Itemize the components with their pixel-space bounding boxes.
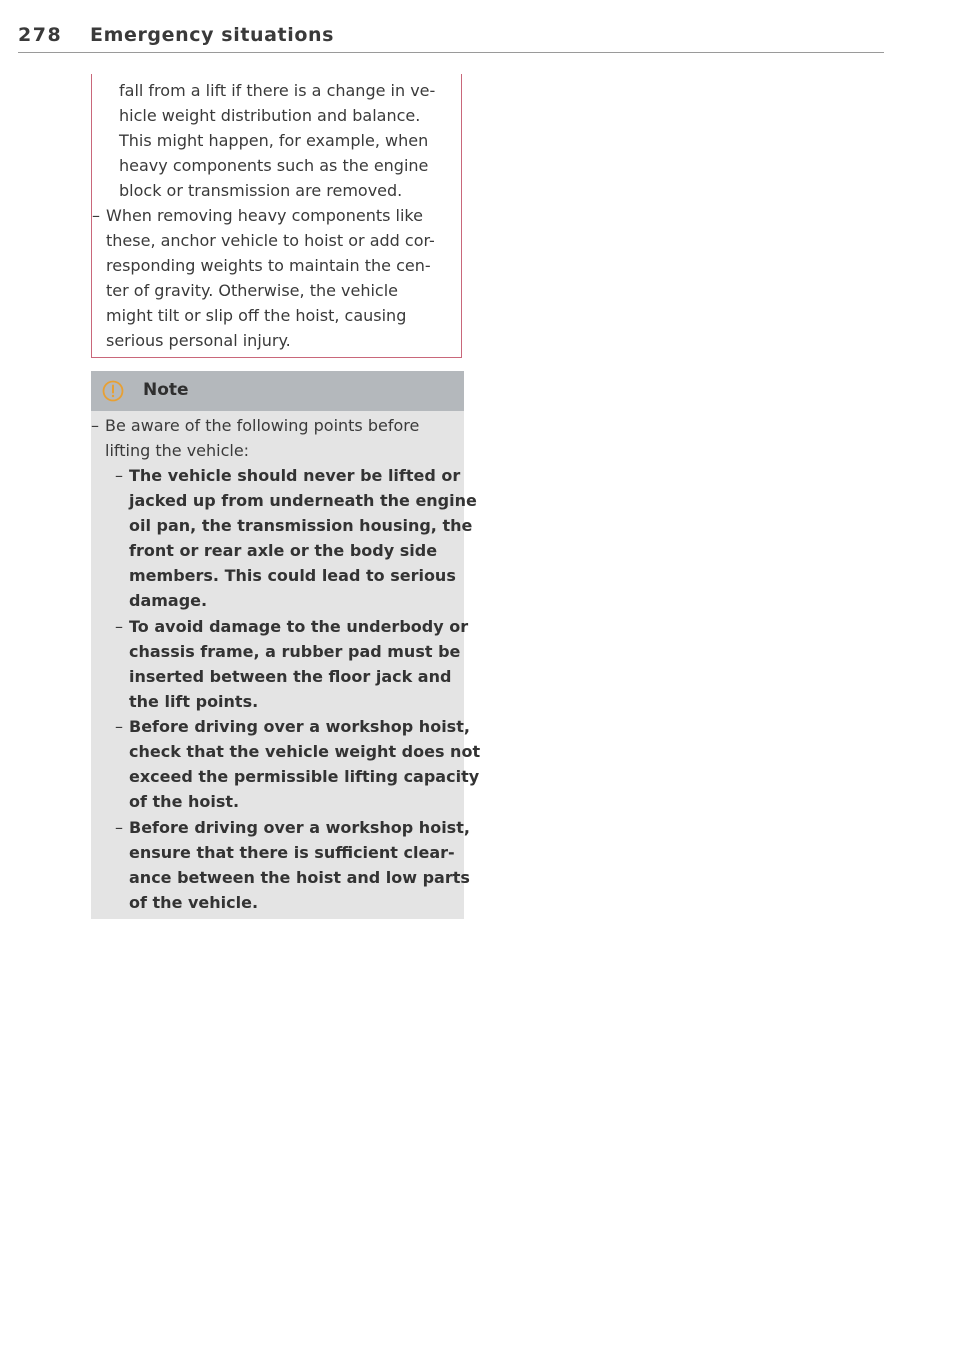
note-title: Note — [143, 380, 189, 400]
note-item-line: front or rear axle or the body side — [129, 541, 438, 560]
list-dash: – — [92, 206, 100, 225]
warning-line: When removing heavy components like — [106, 206, 423, 225]
list-dash: – — [115, 818, 123, 837]
note-item-line: chassis frame, a rubber pad must be — [129, 642, 461, 661]
warning-line: responding weights to maintain the cen- — [106, 256, 431, 275]
warning-line: hicle weight distribution and balance. — [119, 106, 421, 125]
note-intro-line: Be aware of the following points before — [105, 416, 420, 435]
note-item-line: To avoid damage to the underbody or — [129, 617, 469, 636]
warning-line: serious personal injury. — [106, 331, 291, 350]
warning-line: ter of gravity. Otherwise, the vehicle — [106, 281, 399, 300]
warning-box — [91, 74, 462, 358]
page-number: 278 — [18, 24, 63, 46]
list-dash: – — [115, 617, 123, 636]
note-item-line: damage. — [129, 591, 208, 610]
note-item-line: oil pan, the transmission housing, the — [129, 516, 473, 535]
section-title: Emergency situations — [90, 24, 335, 46]
list-dash: – — [91, 416, 99, 435]
exclamation-circle-icon — [102, 380, 124, 402]
note-item-line: exceed the permissible lifting capacity — [129, 767, 480, 786]
note-item-line: The vehicle should never be lifted or — [129, 466, 461, 485]
note-box — [91, 371, 481, 919]
warning-line: fall from a lift if there is a change in ve- — [119, 81, 436, 100]
note-item-line: ensure that there is sufficient clear- — [129, 843, 455, 862]
warning-line: might tilt or slip off the hoist, causing — [106, 306, 407, 325]
note-item-line: check that the vehicle weight does not — [129, 742, 481, 761]
warning-line: This might happen, for example, when — [119, 131, 429, 150]
note-item-line: of the vehicle. — [129, 893, 259, 912]
warning-line: heavy components such as the engine — [119, 156, 429, 175]
note-item-line: inserted between the floor jack and — [129, 667, 452, 686]
warning-line: block or transmission are removed. — [119, 181, 403, 200]
note-item-line: ance between the hoist and low parts — [129, 868, 470, 887]
note-intro-line: lifting the vehicle: — [105, 441, 250, 460]
warning-line: these, anchor vehicle to hoist or add cor- — [106, 231, 435, 250]
note-item-line: Before driving over a workshop hoist, — [129, 717, 470, 736]
note-item-line: of the hoist. — [129, 792, 240, 811]
page-header — [18, 22, 884, 53]
list-dash: – — [115, 466, 123, 485]
note-item-line: Before driving over a workshop hoist, — [129, 818, 470, 837]
note-item-line: the lift points. — [129, 692, 259, 711]
note-item-line: jacked up from underneath the engine — [129, 491, 477, 510]
note-item-line: members. This could lead to serious — [129, 566, 456, 585]
note-header — [91, 371, 464, 411]
list-dash: – — [115, 717, 123, 736]
